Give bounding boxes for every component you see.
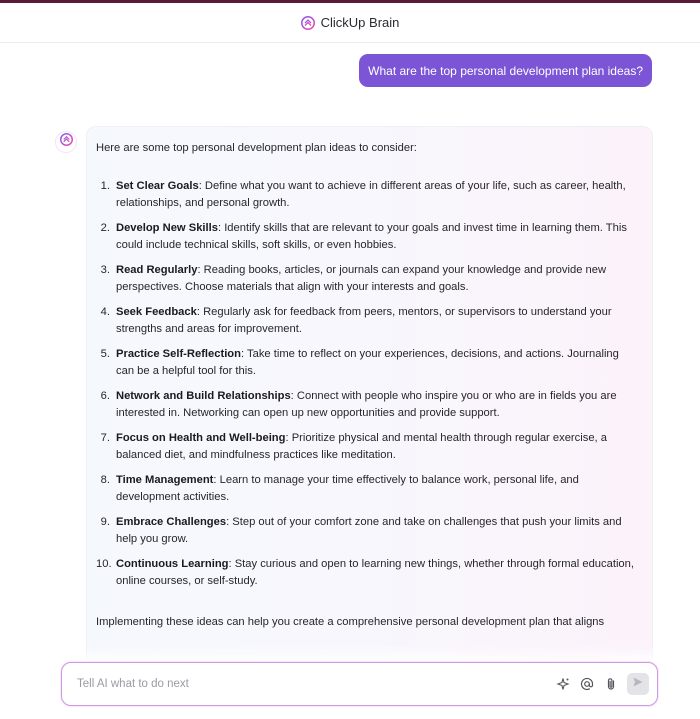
ai-avatar bbox=[55, 131, 77, 153]
list-item-text: : Define what you want to achieve in different areas of your life, such as career, health, relationships, and personal growth. bbox=[116, 180, 626, 209]
ideas-list bbox=[96, 178, 643, 590]
ai-response-outro: Implementing these ideas can help you create a comprehensive personal development plan that aligns bbox=[96, 616, 605, 628]
sparkle-icon[interactable] bbox=[553, 674, 573, 694]
list-number: 4. bbox=[100, 306, 110, 318]
list-item-text: : Prioritize physical and mental health through regular exercise, a balanced diet, and mindfulness practices like meditation. bbox=[116, 432, 607, 461]
list-item bbox=[96, 556, 643, 590]
user-message-text: What are the top personal development plan ideas? bbox=[368, 63, 643, 78]
list-item-title: Continuous Learning bbox=[116, 558, 229, 570]
list-item bbox=[96, 514, 643, 548]
list-item-title: Network and Build Relationships bbox=[116, 390, 291, 402]
list-number: 9. bbox=[100, 516, 110, 528]
send-icon bbox=[632, 675, 644, 693]
user-message-bubble bbox=[359, 54, 652, 87]
list-number: 10. bbox=[96, 558, 112, 570]
list-item-text: : Learn to manage your time effectively to balance work, personal life, and development activities. bbox=[116, 474, 579, 503]
list-item-text: : Connect with people who inspire you or who are in fields you are interested in. Networking can open up new opportunities and provide support. bbox=[116, 390, 617, 419]
list-number: 8. bbox=[100, 474, 110, 486]
list-item-text: : Identify skills that are relevant to your goals and invest time in learning them. This could include technical skills, soft skills, or even hobbies. bbox=[116, 222, 627, 251]
list-item-text: : Take time to reflect on your experiences, decisions, and actions. Journaling can be a helpful tool for this. bbox=[116, 348, 619, 377]
list-number: 6. bbox=[100, 390, 110, 402]
list-number: 7. bbox=[100, 432, 110, 444]
clickup-brain-icon bbox=[301, 16, 315, 30]
list-item-title: Read Regularly bbox=[116, 264, 198, 276]
list-item-title: Set Clear Goals bbox=[116, 180, 199, 192]
app-header bbox=[0, 3, 700, 43]
ai-response-intro: Here are some top personal development plan ideas to consider: bbox=[96, 142, 417, 154]
mention-icon[interactable] bbox=[577, 674, 597, 694]
header-title: ClickUp Brain bbox=[320, 15, 400, 30]
list-item bbox=[96, 178, 643, 212]
list-number: 5. bbox=[100, 348, 110, 360]
list-number: 2. bbox=[100, 222, 110, 234]
send-button[interactable] bbox=[627, 673, 649, 695]
list-item-text: : Stay curious and open to learning new things, whether through formal education, online courses, or self-study. bbox=[116, 558, 634, 587]
list-item-title: Focus on Health and Well-being bbox=[116, 432, 286, 444]
clickup-brain-icon bbox=[60, 133, 73, 151]
list-number: 3. bbox=[100, 264, 110, 276]
list-item-text: : Regularly ask for feedback from peers, mentors, or supervisors to understand your strengths and areas for improvement. bbox=[116, 306, 612, 335]
list-item bbox=[96, 472, 643, 506]
list-item-title: Time Management bbox=[116, 474, 214, 486]
prompt-input[interactable] bbox=[77, 678, 549, 690]
list-item-title: Seek Feedback bbox=[116, 306, 197, 318]
ai-response-card bbox=[86, 126, 653, 666]
list-item bbox=[96, 262, 643, 296]
list-item bbox=[96, 430, 643, 464]
ai-prompt-composer bbox=[61, 662, 658, 706]
list-item-title: Develop New Skills bbox=[116, 222, 218, 234]
list-item bbox=[96, 220, 643, 254]
list-item-title: Practice Self-Reflection bbox=[116, 348, 241, 360]
list-item bbox=[96, 304, 643, 338]
list-number: 1. bbox=[100, 180, 110, 192]
list-item bbox=[96, 346, 643, 380]
list-item-title: Embrace Challenges bbox=[116, 516, 227, 528]
list-item bbox=[96, 388, 643, 422]
list-item-text: : Step out of your comfort zone and take on challenges that push your limits and help you grow. bbox=[116, 516, 622, 545]
attachment-icon[interactable] bbox=[601, 674, 621, 694]
list-item-text: : Reading books, articles, or journals can expand your knowledge and provide new perspectives. Choose materials that align with your interests and goals. bbox=[116, 264, 607, 293]
